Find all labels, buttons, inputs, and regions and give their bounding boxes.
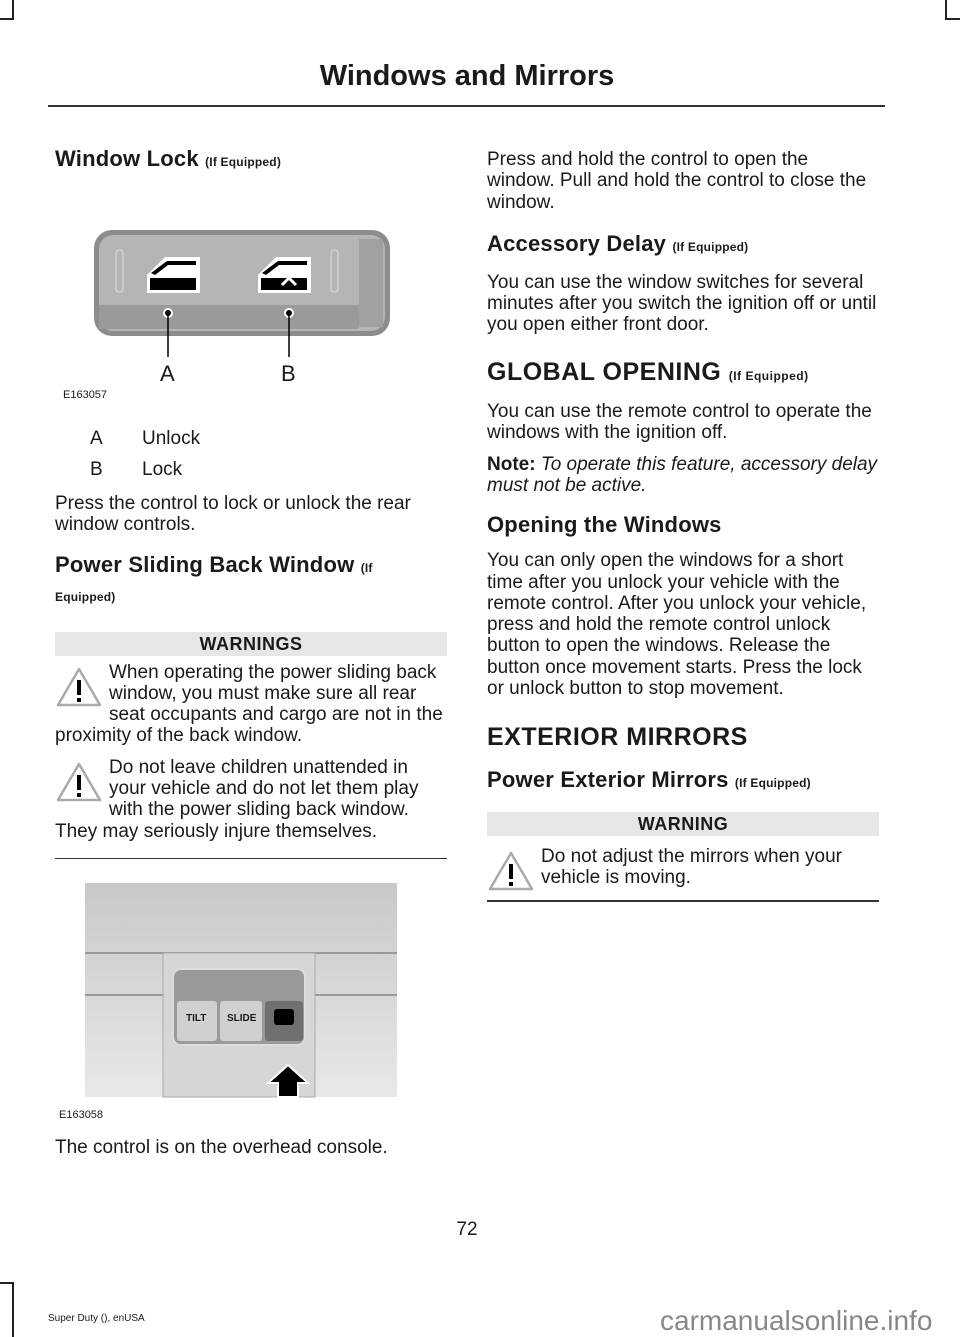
sliding-window-figure <box>55 869 447 1137</box>
warning-header: WARNING <box>487 812 879 836</box>
crop-mark <box>0 1282 14 1284</box>
legend-row <box>55 454 447 485</box>
console-text: The control is on the overhead console. <box>55 1137 388 1159</box>
window-lock-figure <box>55 175 447 403</box>
accessory-text: You can use the window switches for several minutes after you switch the ignition off or until you open either front door. <box>487 271 877 336</box>
accessory-delay-heading: Accessory Delay (If Equipped) <box>487 230 749 256</box>
crop-mark <box>945 18 960 20</box>
crop-mark <box>945 0 947 18</box>
right-column <box>487 149 879 902</box>
window-lock-heading: Window Lock (If Equipped) <box>55 146 282 171</box>
figure-id: E163057 <box>63 389 108 401</box>
overhead-console-illustration <box>55 869 447 1119</box>
crop-mark <box>12 0 14 18</box>
left-column <box>55 146 447 1169</box>
page-number: 72 <box>456 1219 478 1240</box>
legend-key: B <box>90 459 103 480</box>
warning-triangle-icon <box>487 850 535 892</box>
exterior-mirrors-heading: EXTERIOR MIRRORS <box>487 723 748 752</box>
legend-label: Unlock <box>142 428 201 449</box>
warning-2: Do not leave children unattended in your vehicle and do not let them play with the power sliding back window. They may seriously injure themselves. <box>55 756 419 842</box>
window-lock-switch-illustration <box>55 175 447 403</box>
slide-button: SLIDE <box>227 1013 257 1025</box>
warning-rule <box>487 900 879 902</box>
crop-mark <box>12 1282 14 1337</box>
callout-a: A <box>160 361 175 386</box>
warnings-header: WARNINGS <box>55 632 447 656</box>
opening-windows-heading: Opening the Windows <box>487 512 722 538</box>
power-mirrors-heading: Power Exterior Mirrors (If Equipped) <box>487 766 811 792</box>
figure-id: E163058 <box>59 1109 104 1122</box>
global-opening-heading: GLOBAL OPENING (If Equipped) <box>487 357 809 386</box>
callout-b: B <box>281 361 296 386</box>
note: Note: To operate this feature, accessory delay must not be active. <box>487 453 878 496</box>
window-lock-text: Press the control to lock or unlock the rear window controls. <box>55 493 411 536</box>
opening-text: You can only open the windows for a short time after you unlock your vehicle with the remote control. After you unlock your vehicle, press and hold the remote control unlock button to open the windows. Release the button once movement starts. Press the lock or unlock button to stop movement. <box>487 550 867 700</box>
tilt-button: TILT <box>186 1013 207 1025</box>
legend-label: Lock <box>142 459 183 480</box>
header-rule <box>48 105 885 107</box>
warning-triangle-icon <box>55 666 103 708</box>
sliding-window-heading: Power Sliding Back Window (If Equipped) <box>55 551 373 604</box>
footer-doc: Super Duty (), enUSA <box>48 1313 145 1324</box>
legend-row <box>55 423 447 454</box>
legend-key: A <box>90 428 103 449</box>
watermark: carmanualsonline.info <box>660 1305 933 1336</box>
mirror-warning: Do not adjust the mirrors when your vehicle is moving. <box>487 846 879 889</box>
warning-triangle-icon <box>55 761 103 803</box>
page-title: Windows and Mirrors <box>319 60 615 92</box>
global-text: You can use the remote control to operate the windows with the ignition off. <box>487 401 872 444</box>
warnings-rule <box>55 858 447 860</box>
crop-mark <box>0 18 14 20</box>
warning-1: When operating the power sliding back window, you must make sure all rear seat occupants and cargo are not in the proximity of the back window. <box>55 661 443 747</box>
intro-text: Press and hold the control to open the window. Pull and hold the control to close the window. <box>487 149 867 213</box>
